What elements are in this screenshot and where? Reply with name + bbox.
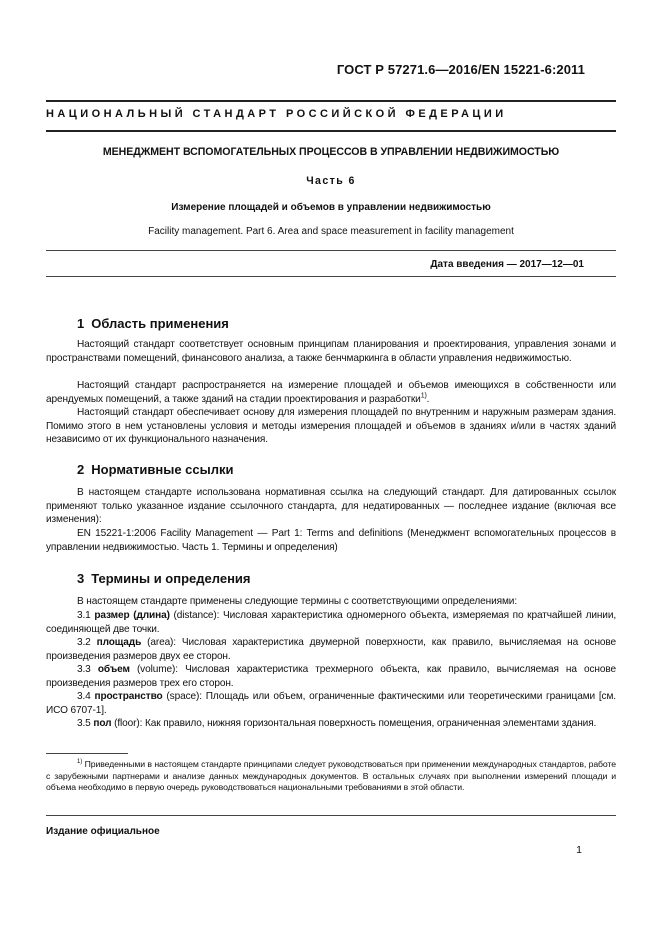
paragraph-text: Настоящий стандарт распространяется на измерение площадей и объемов имеющихся в собственности или арендуемых помещений, а также зданий на стадии проектирования и разработки [46, 380, 616, 405]
official-edition-label: Издание официальное [46, 826, 160, 837]
term-3-2 [46, 636, 616, 663]
section-2-paragraph-1: В настоящем стандарте использована нормативная ссылка на следующий стандарт. Для датированных ссылок применяют только указанное издание ссылочного стандарта, для недатированных — последнее издание (включая все изменения): [46, 487, 616, 526]
section-number: 1 [77, 316, 85, 331]
term-definition: Как правило, нижняя горизонтальная поверхность помещения, ограниченная элементами здания. [145, 718, 597, 729]
page-number: 1 [576, 844, 582, 856]
term-number: 3.2 [77, 637, 91, 648]
document-english-title: Facility management. Part 6. Area and space measurement in facility management [148, 226, 514, 237]
footnote [46, 759, 616, 794]
introduction-date: Дата введения — 2017—12—01 [430, 259, 584, 270]
header-rule-top [46, 100, 616, 102]
footer-rule [46, 815, 616, 816]
term-name: размер (длина) [94, 610, 170, 621]
section-2-paragraph-2: EN 15221-1:2006 Facility Management — Part 1: Terms and definitions (Менеджмент вспомогательных процессов в управлении недвижимостью. Часть 1. Термины и определения) [46, 528, 616, 553]
date-rule [46, 276, 616, 277]
term-name: пространство [94, 691, 163, 702]
document-main-title: МЕНЕДЖМЕНТ ВСПОМОГАТЕЛЬНЫХ ПРОЦЕССОВ В УПРАВЛЕНИИ НЕДВИЖИМОСТЬЮ [102, 146, 560, 158]
section-heading-3 [77, 571, 251, 586]
document-part: Часть 6 [306, 175, 356, 187]
term-definition: Числовая характеристика одномерного объекта, измеряемая по кратчайшей линии, соединяющей две точки. [46, 610, 617, 635]
section-number: 3 [77, 571, 85, 586]
section-title: Термины и определения [91, 571, 251, 586]
term-definition: Площадь или объем, ограниченные фактическими или теоретическими границами [см. ИСО 6707-1]. [46, 691, 616, 716]
national-standard-title: НАЦИОНАЛЬНЫЙ СТАНДАРТ РОССИЙСКОЙ ФЕДЕРАЦИИ [46, 108, 507, 120]
section-title: Нормативные ссылки [91, 462, 234, 477]
term-3-3 [46, 663, 616, 690]
footnote-marker: 1) [420, 392, 427, 400]
section-title: Область применения [91, 316, 229, 331]
term-3-5 [46, 717, 616, 731]
term-english: (space): [166, 691, 202, 702]
term-definition: Числовая характеристика трехмерного объекта, как правило, вычисляемая на основе произведения размеров трех его сторон. [46, 664, 617, 689]
term-english: (distance): [173, 610, 220, 621]
term-3-1 [46, 609, 616, 636]
section-number: 2 [77, 462, 85, 477]
section-heading-2 [77, 462, 233, 477]
section-heading-1 [77, 316, 229, 331]
footnote-marker: 1) [77, 759, 83, 766]
term-english: (area): [147, 637, 176, 648]
term-number: 3.5 [77, 718, 91, 729]
term-english: (floor): [114, 718, 143, 729]
title-rule [46, 250, 616, 251]
footnote-rule [46, 753, 128, 754]
header-rule-bottom [46, 130, 616, 132]
term-name: площадь [96, 637, 142, 648]
document-subtitle: Измерение площадей и объемов в управлении недвижимостью [171, 202, 491, 213]
section-1-paragraph-3: Настоящий стандарт обеспечивает основу для измерения площадей по внутренним и наружным размерам здания. Помимо этого в нем установлены условия и методы измерения площадей и объемов в зданиях и/или в частях зданий независимо от их функционального назначения. [46, 407, 616, 446]
standard-code: ГОСТ Р 57271.6—2016/EN 15221-6:2011 [336, 62, 585, 77]
footnote-text: Приведенными в настоящем стандарте принципами следует руководствоваться при применении международных стандартов, работе с зарубежными партнерами и анализе данных международных документов. В остальных случаях при выполнении измерений площади и объема необходимо в первую очередь руководствоваться национальными требованиями в этой области. [46, 759, 616, 792]
term-definition: Числовая характеристика двумерной поверхности, как правило, вычисляемая на основе произведения размеров двух ее сторон. [46, 637, 617, 662]
section-1-paragraph-2: Настоящий стандарт распространяется на измерение площадей и объемов имеющихся в собственности или арендуемых помещений, а также зданий на стадии проектирования и разработки$^{1)}$. [46, 380, 616, 405]
term-english: (volume): [136, 664, 178, 675]
term-name: пол [93, 718, 112, 729]
term-number: 3.1 [77, 610, 91, 621]
term-3-4 [46, 690, 616, 717]
section-3-intro: В настоящем стандарте применены следующие термины с соответствующими определениями: [77, 596, 517, 607]
term-name: объем [97, 664, 130, 675]
term-number: 3.4 [77, 691, 91, 702]
section-1-paragraph-1: Настоящий стандарт соответствует основным принципам планирования и проектирования, управления зонами и пространствами помещений, финансового анализа, а также бенчмаркинга в области управления недвижимостью. [46, 339, 616, 364]
term-number: 3.3 [77, 664, 91, 675]
